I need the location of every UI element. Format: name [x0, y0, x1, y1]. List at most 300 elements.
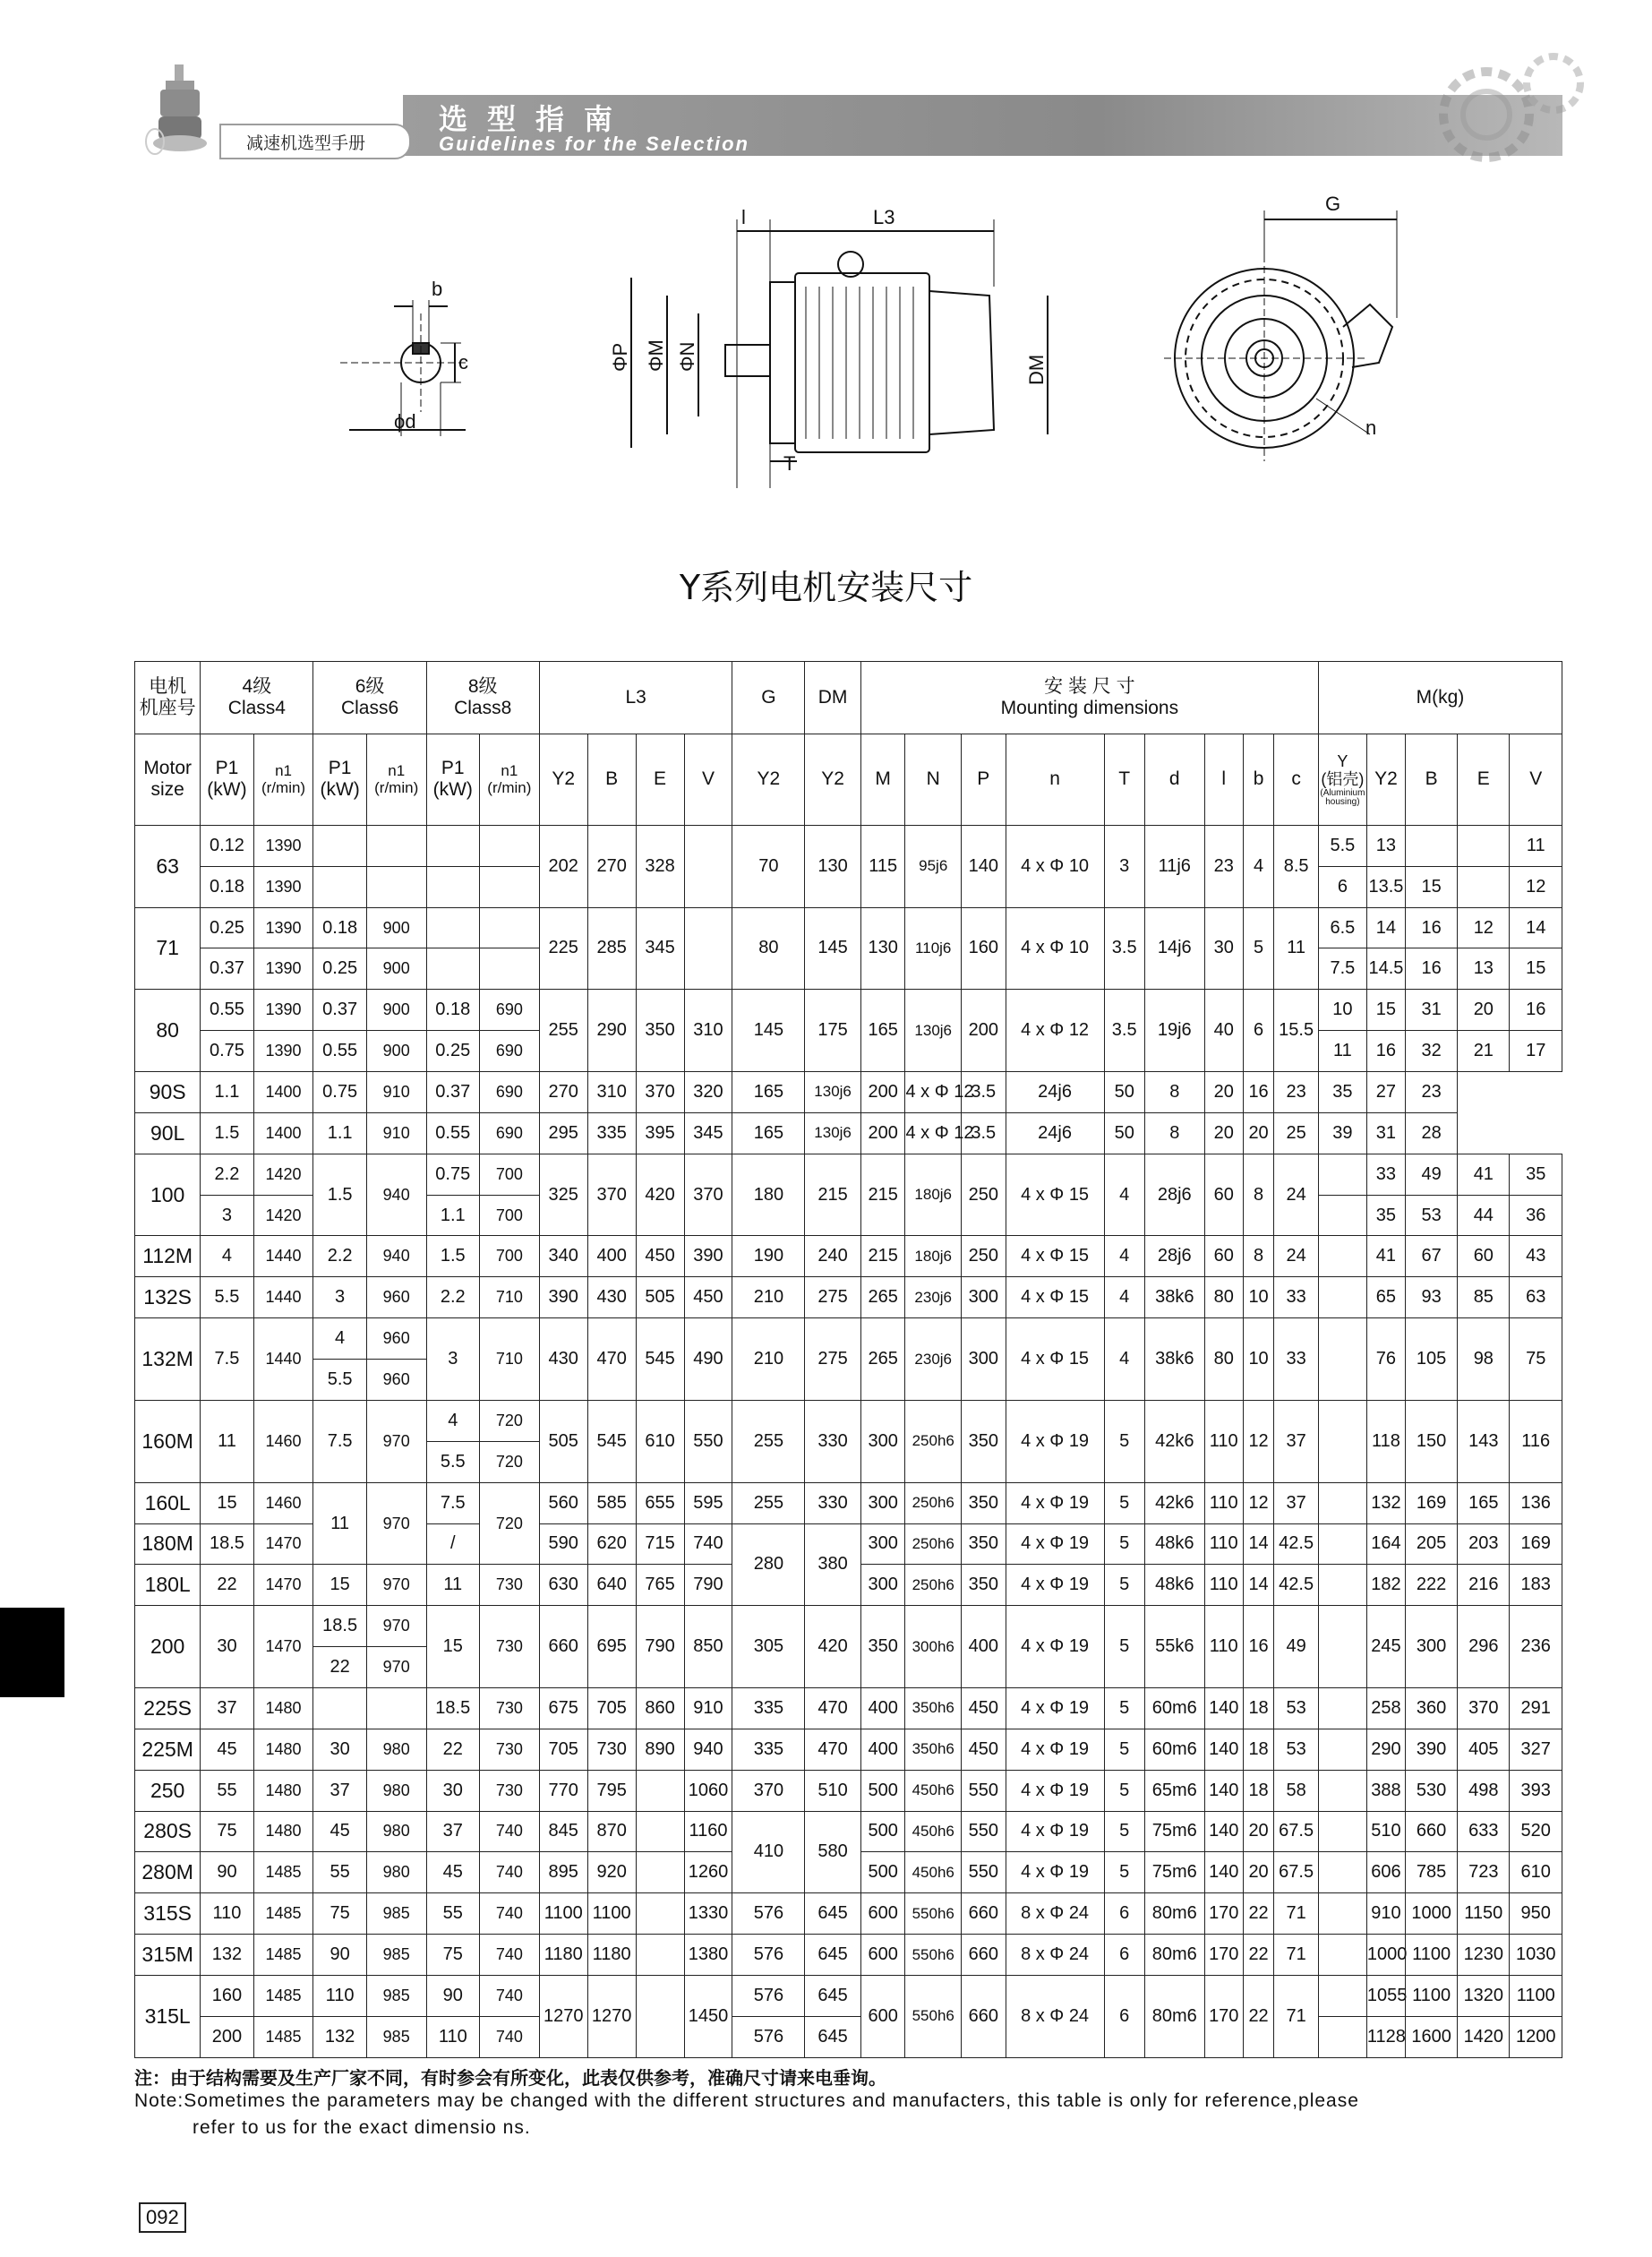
mounting-n: 4 x Φ 19 [1006, 1770, 1104, 1811]
c6-n1: 960 [366, 1360, 426, 1401]
mass-B: 169 [1405, 1482, 1457, 1523]
manual-tab [219, 124, 411, 159]
c6-n1: 940 [366, 1154, 426, 1236]
mass-B: 360 [1405, 1687, 1457, 1729]
mass-B: 150 [1405, 1400, 1457, 1482]
mounting-b: 20 [1243, 1811, 1274, 1852]
mounting-n: 8 x Φ 24 [1006, 1975, 1104, 2057]
mass-V: 1100 [1510, 1975, 1562, 2016]
header-mounting: 安 装 尺 寸 Mounting dimensions [860, 662, 1318, 734]
mounting-d: 24j6 [1006, 1072, 1104, 1113]
c4-P1: 2.2 [201, 1154, 253, 1195]
table-row [135, 1935, 1562, 1976]
c8-P1: 37 [426, 1811, 479, 1852]
mounting-n: 4 x Φ 19 [1006, 1482, 1104, 1523]
mass-Y2: 245 [1366, 1606, 1405, 1688]
c6-P1: 11 [313, 1482, 366, 1565]
L3-V: 310 [684, 990, 732, 1072]
header-mass-Y2: Y2 [1366, 734, 1405, 825]
c6-n1: 985 [366, 1893, 426, 1935]
c8-P1: 0.25 [426, 1031, 479, 1072]
L3-E: 328 [636, 825, 684, 907]
mounting-d: 28j6 [1144, 1154, 1204, 1236]
L3-E: 860 [636, 1687, 684, 1729]
mounting-b: 18 [1243, 1770, 1274, 1811]
L3-Y2: 770 [539, 1770, 587, 1811]
mass-V: 236 [1510, 1606, 1562, 1688]
mounting-T: 6 [1104, 1975, 1144, 2057]
L3-B: 285 [587, 907, 636, 990]
c8-P1: / [426, 1523, 479, 1565]
L3-V: 740 [684, 1523, 732, 1565]
mounting-l: 30 [1204, 907, 1243, 990]
mass-Yal: 5.5 [1318, 825, 1366, 866]
c8-n1: 700 [479, 1236, 539, 1277]
mounting-b: 22 [1243, 1975, 1274, 2057]
header-mnt-n: n [1006, 734, 1104, 825]
motor-drawings [0, 179, 1652, 519]
c6-n1: 970 [366, 1482, 426, 1565]
mass-B: 16 [1405, 948, 1457, 990]
L3-B: 290 [587, 990, 636, 1072]
L3-B: 470 [587, 1318, 636, 1401]
mass-E: 98 [1458, 1318, 1510, 1401]
G-Y2: 576 [732, 1893, 805, 1935]
L3-B: 1270 [587, 1975, 636, 2057]
header-mass: M(kg) [1318, 662, 1562, 734]
mass-Y2: 65 [1366, 1277, 1405, 1318]
mounting-d: 48k6 [1144, 1565, 1204, 1606]
mounting-b: 12 [1243, 1482, 1274, 1523]
mass-Y2: 132 [1366, 1482, 1405, 1523]
G-Y2: 576 [732, 1935, 805, 1976]
mass-V: 183 [1510, 1565, 1562, 1606]
c4-P1: 18.5 [201, 1523, 253, 1565]
DM-Y2: 275 [805, 1318, 861, 1401]
c8-n1: 710 [479, 1318, 539, 1401]
mass-Y2: 76 [1366, 1318, 1405, 1401]
mass-Y2: 14.5 [1366, 948, 1405, 990]
G-Y2: 255 [732, 1400, 805, 1482]
mounting-n: 4 x Φ 12 [1006, 990, 1104, 1072]
label-n: n [1365, 416, 1377, 439]
G-Y2: 80 [732, 907, 805, 990]
motor-size: 160M [135, 1400, 201, 1482]
L3-Y2: 340 [539, 1236, 587, 1277]
DM-Y2: 175 [805, 990, 861, 1072]
mass-V: 75 [1510, 1318, 1562, 1401]
mass-Y2: 13 [1366, 825, 1405, 866]
c4-n1: 1460 [253, 1400, 313, 1482]
c8-P1 [426, 907, 479, 948]
mounting-T: 5 [1104, 1687, 1144, 1729]
c4-n1: 1470 [253, 1606, 313, 1688]
header-DM-Y2: Y2 [805, 734, 861, 825]
G-Y2: 180 [732, 1154, 805, 1236]
mass-B: 660 [1405, 1811, 1457, 1852]
mounting-l: 110 [1204, 1400, 1243, 1482]
mounting-l: 40 [1204, 990, 1243, 1072]
mass-V: 16 [1510, 990, 1562, 1031]
mounting-d: 80m6 [1144, 1975, 1204, 2057]
c6-n1: 985 [366, 1975, 426, 2016]
mounting-c: 67.5 [1274, 1852, 1319, 1893]
L3-E: 370 [636, 1072, 684, 1113]
mounting-T: 4 [1104, 1318, 1144, 1401]
mass-Yal [1318, 1935, 1366, 1976]
mounting-P: 250 [961, 1154, 1006, 1236]
c6-n1: 970 [366, 1606, 426, 1647]
c4-n1: 1485 [253, 1935, 313, 1976]
L3-V: 1330 [684, 1893, 732, 1935]
c6-P1: 3 [313, 1277, 366, 1318]
header-L3-Y2: Y2 [539, 734, 587, 825]
mass-E: 31 [1366, 1112, 1405, 1154]
mass-Y2: 164 [1366, 1523, 1405, 1565]
mounting-d: 80m6 [1144, 1893, 1204, 1935]
mass-B: 53 [1405, 1195, 1457, 1236]
c4-n1: 1480 [253, 1687, 313, 1729]
L3-E: 420 [636, 1154, 684, 1236]
mass-Yal [1318, 1975, 1366, 2016]
mounting-l: 140 [1204, 1729, 1243, 1770]
mass-Y2: 258 [1366, 1687, 1405, 1729]
mass-Yal [1318, 1893, 1366, 1935]
table-title: Y系列电机安装尺寸 [679, 568, 973, 607]
reducer-logo-icon [139, 61, 224, 158]
c8-n1: 730 [479, 1687, 539, 1729]
c6-P1: 7.5 [313, 1400, 366, 1482]
mass-V: 23 [1405, 1072, 1457, 1113]
L3-E: 450 [636, 1236, 684, 1277]
mass-B: 31 [1405, 990, 1457, 1031]
mass-Y2: 1000 [1366, 1935, 1405, 1976]
c6-P1: 75 [313, 1893, 366, 1935]
mass-B: 16 [1405, 907, 1457, 948]
L3-E: 395 [636, 1112, 684, 1154]
mounting-c: 58 [1274, 1770, 1319, 1811]
c6-n1 [366, 825, 426, 866]
c6-n1: 960 [366, 1318, 426, 1360]
c6-n1: 900 [366, 990, 426, 1031]
mounting-M: 115 [860, 825, 905, 907]
header-mnt-d: d [1144, 734, 1204, 825]
mounting-c: 33 [1274, 1318, 1319, 1401]
mounting-d: 38k6 [1144, 1277, 1204, 1318]
L3-V: 390 [684, 1236, 732, 1277]
mounting-b: 20 [1243, 1852, 1274, 1893]
mounting-M: 300 [860, 1523, 905, 1565]
motor-size: 180M [135, 1523, 201, 1565]
mounting-M: 400 [860, 1687, 905, 1729]
header-mnt-T: T [1104, 734, 1144, 825]
table-row [135, 1811, 1562, 1852]
mounting-T: 5 [1104, 1400, 1144, 1482]
mounting-c: 33 [1274, 1277, 1319, 1318]
G-Y2: 280 [732, 1523, 805, 1606]
DM-Y2: 470 [805, 1687, 861, 1729]
mounting-l: 60 [1204, 1154, 1243, 1236]
mounting-c: 42.5 [1274, 1565, 1319, 1606]
c8-P1: 0.75 [426, 1154, 479, 1195]
mounting-l: 140 [1204, 1770, 1243, 1811]
mounting-l: 170 [1204, 1893, 1243, 1935]
c6-P1 [313, 866, 366, 907]
header-n1: n1 (r/min) [366, 734, 426, 825]
table-row [135, 990, 1562, 1031]
motor-size: 90L [135, 1112, 201, 1154]
mass-B: 205 [1405, 1523, 1457, 1565]
mounting-n: 4 x Φ 15 [1006, 1154, 1104, 1236]
mounting-N: 350h6 [905, 1687, 962, 1729]
mounting-T: 5 [1104, 1523, 1144, 1565]
mounting-d: 24j6 [1006, 1112, 1104, 1154]
mass-Y2: 41 [1366, 1236, 1405, 1277]
L3-V [684, 907, 732, 990]
c8-n1: 690 [479, 1072, 539, 1113]
header-class6: 6级 Class6 [313, 662, 426, 734]
mass-Yal [1318, 1687, 1366, 1729]
page-header [134, 61, 1567, 158]
table-row [135, 1482, 1562, 1523]
mass-B: 390 [1405, 1729, 1457, 1770]
mounting-P: 400 [961, 1606, 1006, 1688]
mounting-l: 140 [1204, 1811, 1243, 1852]
header-mnt-M: M [860, 734, 905, 825]
c6-P1: 110 [313, 1975, 366, 2016]
L3-E: 790 [636, 1606, 684, 1688]
mass-B: 1100 [1405, 1935, 1457, 1976]
mounting-N: 250h6 [905, 1400, 962, 1482]
L3-B: 620 [587, 1523, 636, 1565]
c8-P1: 75 [426, 1935, 479, 1976]
mounting-n: 4 x Φ 10 [1006, 825, 1104, 907]
header-class8: 8级 Class8 [426, 662, 539, 734]
c4-P1: 37 [201, 1687, 253, 1729]
mounting-M: 165 [732, 1112, 805, 1154]
L3-Y2: 1270 [539, 1975, 587, 2057]
c8-n1: 690 [479, 1112, 539, 1154]
c6-P1: 22 [313, 1647, 366, 1688]
c4-P1: 200 [201, 2016, 253, 2057]
mass-V: 327 [1510, 1729, 1562, 1770]
L3-V: 320 [684, 1072, 732, 1113]
mounting-P: 250 [961, 1236, 1006, 1277]
c8-P1: 30 [426, 1770, 479, 1811]
c8-n1: 740 [479, 1811, 539, 1852]
mounting-M: 300 [860, 1400, 905, 1482]
DM-Y2: 645 [805, 2016, 861, 2057]
c4-n1: 1390 [253, 907, 313, 948]
mounting-l: 140 [1204, 1687, 1243, 1729]
mounting-b: 16 [1243, 1606, 1274, 1688]
header-G-Y2: Y2 [732, 734, 805, 825]
c4-n1: 1480 [253, 1770, 313, 1811]
c4-n1: 1390 [253, 1031, 313, 1072]
L3-V: 490 [684, 1318, 732, 1401]
mounting-M: 600 [860, 1935, 905, 1976]
label-N: ΦN [676, 341, 698, 372]
mounting-c: 20 [1204, 1112, 1243, 1154]
c8-n1: 690 [479, 1031, 539, 1072]
mass-Yal: 20 [1243, 1112, 1274, 1154]
L3-V: 550 [684, 1400, 732, 1482]
mounting-n: 4 x Φ 19 [1006, 1523, 1104, 1565]
L3-B: 640 [587, 1565, 636, 1606]
header-mnt-c: c [1274, 734, 1319, 825]
label-G: G [1325, 193, 1341, 215]
mass-Y2: 16 [1366, 1031, 1405, 1072]
L3-E: 765 [636, 1565, 684, 1606]
mounting-N: 180j6 [905, 1154, 962, 1236]
c8-n1: 720 [479, 1400, 539, 1441]
mounting-c: 49 [1274, 1606, 1319, 1688]
c8-n1: 690 [479, 990, 539, 1031]
mass-B: 105 [1405, 1318, 1457, 1401]
mass-Yal [1318, 1770, 1366, 1811]
mounting-T: 3.5 [961, 1072, 1006, 1113]
mounting-c: 53 [1274, 1687, 1319, 1729]
c4-P1: 1.1 [201, 1072, 253, 1113]
L3-V: 450 [684, 1277, 732, 1318]
mounting-b: 18 [1243, 1687, 1274, 1729]
mounting-b: 6 [1243, 990, 1274, 1072]
DM-Y2: 645 [805, 1893, 861, 1935]
DM-Y2: 275 [805, 1277, 861, 1318]
c4-n1: 1470 [253, 1523, 313, 1565]
mounting-P: 660 [961, 1893, 1006, 1935]
c4-n1: 1485 [253, 1852, 313, 1893]
mounting-b: 12 [1243, 1400, 1274, 1482]
mass-Y2: 118 [1366, 1400, 1405, 1482]
mass-Yal [1318, 1277, 1366, 1318]
table-row [135, 1277, 1562, 1318]
c6-P1: 55 [313, 1852, 366, 1893]
mounting-l: 60 [1204, 1236, 1243, 1277]
mounting-P: 300 [961, 1277, 1006, 1318]
mass-V: 14 [1510, 907, 1562, 948]
mass-E: 1320 [1458, 1975, 1510, 2016]
L3-Y2: 270 [539, 1072, 587, 1113]
mounting-n: 4 x Φ 19 [1006, 1565, 1104, 1606]
L3-Y2: 430 [539, 1318, 587, 1401]
mounting-N: 130j6 [805, 1072, 861, 1113]
mounting-P: 660 [961, 1935, 1006, 1976]
mass-E: 20 [1458, 990, 1510, 1031]
mass-V: 950 [1510, 1893, 1562, 1935]
mass-V: 63 [1510, 1277, 1562, 1318]
motor-size: 225M [135, 1729, 201, 1770]
c8-P1: 90 [426, 1975, 479, 2016]
c6-n1: 970 [366, 1400, 426, 1482]
mass-E: 633 [1458, 1811, 1510, 1852]
c6-n1: 900 [366, 907, 426, 948]
c6-P1: 5.5 [313, 1360, 366, 1401]
mounting-d: 19j6 [1144, 990, 1204, 1072]
table-row [135, 662, 1562, 734]
c6-P1: 90 [313, 1935, 366, 1976]
c6-n1: 985 [366, 2016, 426, 2057]
c6-n1: 980 [366, 1729, 426, 1770]
L3-V: 850 [684, 1606, 732, 1688]
L3-B: 335 [587, 1112, 636, 1154]
table-row [135, 1400, 1562, 1441]
DM-Y2: 645 [805, 1975, 861, 2016]
label-l: l [741, 206, 746, 228]
c6-P1: 37 [313, 1770, 366, 1811]
L3-B: 1180 [587, 1935, 636, 1976]
header-P1: P1 (kW) [426, 734, 479, 825]
mounting-N: 250h6 [905, 1523, 962, 1565]
c4-P1: 0.25 [201, 907, 253, 948]
L3-B: 585 [587, 1482, 636, 1523]
motor-size: 280M [135, 1852, 201, 1893]
mounting-n: 4 x Φ 19 [1006, 1729, 1104, 1770]
mounting-n: 4 x Φ 19 [1006, 1811, 1104, 1852]
mounting-l: 23 [1204, 825, 1243, 907]
c4-P1: 15 [201, 1482, 253, 1523]
c4-P1: 11 [201, 1400, 253, 1482]
c8-n1: 700 [479, 1195, 539, 1236]
L3-E [636, 1770, 684, 1811]
c8-n1: 730 [479, 1729, 539, 1770]
mass-Yal: 10 [1318, 990, 1366, 1031]
mounting-P: 200 [860, 1112, 905, 1154]
mass-V: 11 [1510, 825, 1562, 866]
mass-B: 785 [1405, 1852, 1457, 1893]
c8-n1: 740 [479, 1893, 539, 1935]
c8-P1: 1.5 [426, 1236, 479, 1277]
header-P1: P1 (kW) [201, 734, 253, 825]
L3-E: 715 [636, 1523, 684, 1565]
L3-V: 345 [684, 1112, 732, 1154]
c8-P1: 0.18 [426, 990, 479, 1031]
c4-P1: 160 [201, 1975, 253, 2016]
L3-V: 1450 [684, 1975, 732, 2057]
c6-n1: 940 [366, 1236, 426, 1277]
label-DM: DM [1025, 354, 1048, 385]
L3-V: 1160 [684, 1811, 732, 1852]
L3-E [636, 1893, 684, 1935]
mounting-b: 14 [1243, 1565, 1274, 1606]
L3-Y2: 660 [539, 1606, 587, 1688]
mounting-l: 110 [1204, 1565, 1243, 1606]
mounting-d: 60m6 [1144, 1687, 1204, 1729]
note-en-line2: refer to us for the exact dimensio ns. [193, 2117, 531, 2138]
mass-Yal [1318, 1236, 1366, 1277]
mounting-N: 550h6 [905, 1893, 962, 1935]
header-class4: 4级 Class4 [201, 662, 313, 734]
c6-n1: 970 [366, 1647, 426, 1688]
mounting-c: 42.5 [1274, 1523, 1319, 1565]
header-L3-E: E [636, 734, 684, 825]
label-d: ϕd [394, 410, 416, 433]
mass-E: 85 [1458, 1277, 1510, 1318]
mounting-T: 3 [1104, 825, 1144, 907]
mounting-d: 80m6 [1144, 1935, 1204, 1976]
c8-n1: 720 [479, 1441, 539, 1482]
motor-size: 315M [135, 1935, 201, 1976]
c4-n1: 1390 [253, 990, 313, 1031]
c8-P1 [426, 948, 479, 990]
header-DM: DM [805, 662, 861, 734]
c4-n1: 1480 [253, 1811, 313, 1852]
c8-P1 [426, 825, 479, 866]
mounting-n: 4 x Φ 19 [1006, 1606, 1104, 1688]
DM-Y2: 470 [805, 1729, 861, 1770]
G-Y2: 305 [732, 1606, 805, 1688]
motor-size: 63 [135, 825, 201, 907]
